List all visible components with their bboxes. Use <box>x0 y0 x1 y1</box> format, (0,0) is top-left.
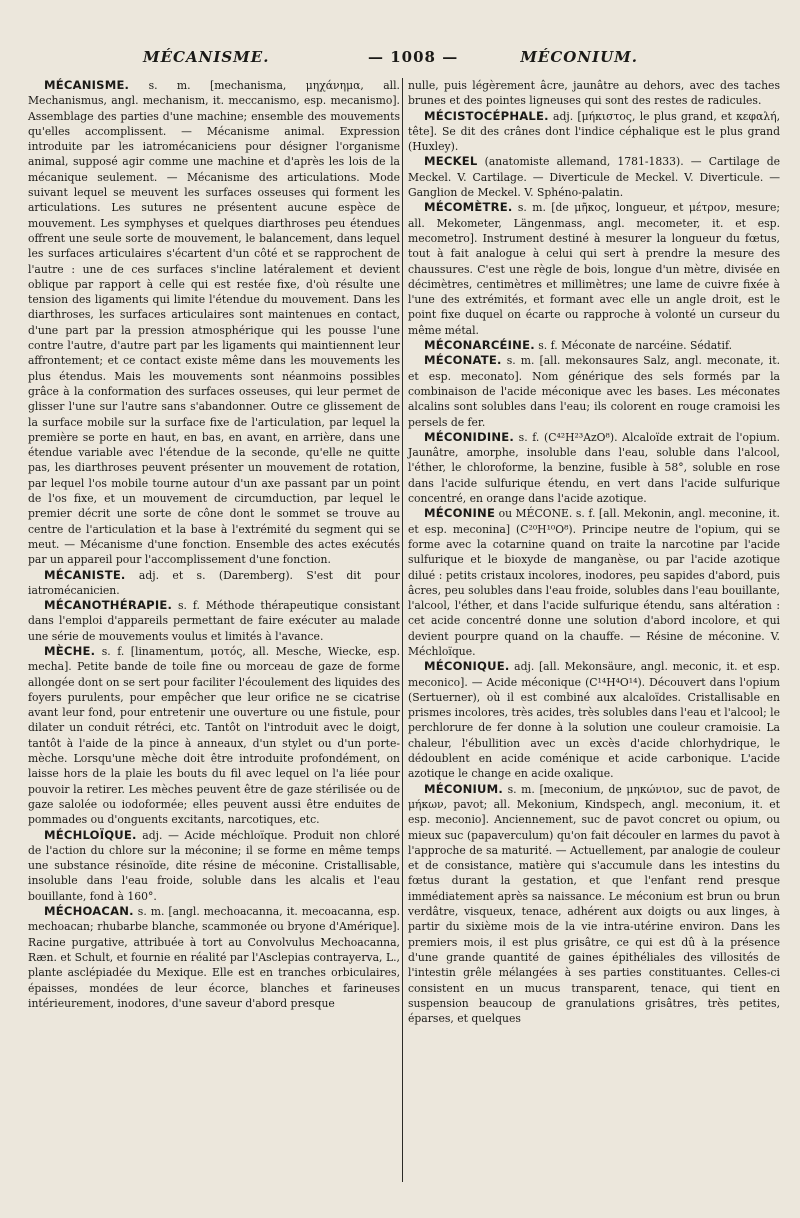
entry-definition: s. m. [meconium, de μηκώνιον, suc de pavot, de μήκων, pavot; all. Mekonium, Kindspech, angl. meconium, it. et esp. meconio]. Anciennement, suc de pavot concret ou opium, ou mieux suc (papaverculum) qu'on fait découler en larmes du pavot à l'approche de sa maturité. — Actuellement, par analogie de couleur et de consistance, matière qui s'accumule dans les intestins du fœtus durant la gestation, et que l'enfant rend presque immédiatement après sa naissance. Le méconium est brun ou brun verdâtre, visqueux, tenace, adhérent aux doigts ou aux linges, à partir du sixième mois de la vie intra-utérine environ. Dans les premiers mois, il est plus grisâtre, ce qui est dû à la présence d'une grande quantité de gaines épithéliales des villosités de l'intestin grêle mélangées à ses parties constituantes. Celles-ci consistent en un mucus transparent, tenace, qui tient en suspension beaucoup de granulations grisâtres, très petites, éparses, et quelques <box>408 782 780 1026</box>
dictionary-entry <box>408 109 780 155</box>
entry-definition: s. m. [all. mekonsaures Salz, angl. meconate, it. et esp. meconato]. Nom générique des sels formés par la combinaison de l'acide méconique avec les bases. Les méconates alcalins sont solubles dans l'eau; ils colorent en rouge cramoisi les persels de fer. <box>408 354 780 429</box>
entry-headword: MÉCANISME. <box>44 78 130 92</box>
entry-definition: adj. [all. Mekonsäure, angl. meconic, it. et esp. meconico]. — Acide méconique (C¹⁴H⁴O¹⁴). Découvert dans l'opium (Sertuerner), où il est combiné aux alcaloïdes. Cristallisable en prismes incolores, très acides, très solubles dans l'eau et l'alcool; le perchlorure de fer donne à la solution une couleur cramoisie. La chaleur, l'ébullition avec un excès d'acide chlorhydrique, le dédoublent en acide coménique et acide carbonique. L'acide azotique le change en acide oxalique. <box>408 660 780 781</box>
entry-headword: MÉCOMÈTRE. <box>424 200 513 215</box>
dictionary-entry <box>408 338 780 353</box>
entry-definition: nulle, puis légèrement âcre, jaunâtre au dehors, avec des taches brunes et des pointes ligneuses qui sont des restes de radicules. <box>408 79 780 108</box>
header-right-word: MÉCONIUM. <box>520 48 638 66</box>
dictionary-entry <box>28 644 400 828</box>
column-divider <box>402 78 403 1182</box>
dictionary-entry <box>408 78 780 109</box>
entry-headword: MÉCANOTHÉRAPIE. <box>44 598 173 613</box>
right-column <box>408 78 780 1026</box>
entry-definition: (anatomiste allemand, 1781-1833). — Cartilage de Meckel. V. Cartilage. — Diverticule de Meckel. V. Diverticule. — Ganglion de Meckel. V. Sphéno-palatin. <box>408 155 780 200</box>
entry-headword: MÉCHLOÏQUE. <box>44 827 137 842</box>
entry-definition: s. f. [linamentum, μοτός, all. Mesche, Wiecke, esp. mecha]. Petite bande de toile fine ou morceau de gaze de forme allongée dont on se sert pour faciliter l'écoulement des liquides des foyers purulents, pour empêcher que leur orifice ne se cicatrise avant leur fond, pour entretenir une ouverture ou une fistule, pour dilater un conduit rétréci, etc. Tantôt on l'introduit avec le doigt, tantôt à l'aide de la pince à anneaux, d'un stylet ou d'un porte-mèche. Lorsqu'une mèche doit être introduite profondément, on laisse hors de la plaie les bouts du fil avec lequel on l'a liée pour pouvoir la retirer. Les mèches peuvent être de gaze stérilisée ou de gaze salolée ou iodoformée; elles peuvent aussi être enduites de pommades ou d'onguents excitants, narcotiques, etc. <box>28 644 400 827</box>
dictionary-entry <box>28 828 400 904</box>
entry-definition: s. m. [mechanisma, μηχάνημα, all. Mechanismus, angl. mechanism, it. meccanismo, esp. mecanismo]. Assemblage des parties d'une machine; ensemble des mouvements qu'elles accomplissent. — Mécanisme animal. Expression introduite par les iatromécaniciens pour désigner l'organisme animal, supposé agir comme une machine et d'après les lois de la mécanique seulement. — Mécanisme des articulations. Mode suivant lequel se meuvent les surfaces osseuses qui forment les articulations. Les sutures ne présentent aucune espèce de mouvement. Les symphyses et quelques diarthroses peu étendues offrent une seule sorte de mouvement, le balancement, dans lequel les surfaces articulaires s'écartent d'un côté et se rapprochent de l'autre : une de ces surfaces s'incline latéralement et devient oblique par rapport à celle qui est restée fixe, d'où résulte une tension des ligaments qui limite l'étendue du mouvement. Dans les diarthroses, les surfaces articulaires sont maintenues en contact, d'une part par la pression atmosphérique qui les pousse l'une contre l'autre, d'autre part par les ligaments qui maintiennent leur affrontement; et ce contact existe même dans les mouvements les plus étendus. Mais les mouvements sont néanmoins possibles grâce à la conformation des surfaces osseuses, qui leur permet de glisser l'une sur l'autre sans s'abandonner. Outre ce glissement de la surface mobile sur la surface fixe de l'articulation, par lequel la première se porte en haut, en bas, en avant, en arrière, dans une étendue variable avec l'étendue de la seconde, qu'elle ne quitte pas, les diarthroses peuvent présenter un mouvement de rotation, par lequel l'os mobile tourne autour d'un axe passant par un point de l'os fixe, et un mouvement de circumduction, par lequel le premier décrit une sorte de cône dont le sommet se trouve au centre de l'articulation et la base à l'extrémité du segment qui se meut. — Mécanisme d'une fonction. Ensemble des actes exécutés par un appareil pour l'accomplissement d'une fonction. <box>28 79 400 567</box>
dictionary-entry <box>408 430 780 506</box>
dictionary-entry <box>408 659 780 781</box>
entry-definition: adj. — Acide méchloïque. Produit non chloré de l'action du chlore sur la méconine; il se forme en même temps une substance résinoïde, dite résine de méconine. Cristallisable, insoluble dans l'eau froide, soluble dans les alcalis et l'eau bouillante, fond à 160°. <box>28 828 400 903</box>
dictionary-entry <box>28 78 400 568</box>
dictionary-entry <box>28 568 400 599</box>
entry-headword: MÉCONINE <box>424 506 496 521</box>
entry-headword: MÉCONIDINE. <box>424 429 515 444</box>
dictionary-entry <box>408 353 780 429</box>
header-left-word: MÉCANISME. <box>143 48 270 66</box>
running-header <box>28 44 778 70</box>
entry-headword: MÉCANISTE. <box>44 567 126 582</box>
left-column <box>28 78 400 1011</box>
dictionary-entry <box>408 782 780 1027</box>
entry-definition: adj. et s. (Daremberg). S'est dit pour iatromécanicien. <box>28 568 400 597</box>
dictionary-entry <box>28 904 400 1011</box>
dictionary-entry <box>408 200 780 338</box>
entry-headword: MÉCONATE. <box>424 353 502 368</box>
dictionary-entry <box>408 154 780 200</box>
entry-definition: s. f. (C⁴²H²³AzO⁸). Alcaloïde extrait de l'opium. Jaunâtre, amorphe, insoluble dans l'eau, soluble dans l'alcool, l'éther, le chloroforme, la benzine, fusible à 58°, soluble en rose dans l'acide sulfurique étendu, en vert dans l'acide sulfurique concentré, en orange dans l'acide azotique. <box>408 430 780 506</box>
dictionary-entry <box>408 506 780 659</box>
entry-headword: MÈCHE. <box>44 643 96 658</box>
entry-headword: MÉCONIUM. <box>424 781 503 796</box>
entry-headword: MECKEL <box>424 154 478 169</box>
entry-definition: ou MÉCONE. s. f. [all. Mekonin, angl. meconine, it. et esp. meconina] (C²⁰H¹⁰O⁸). Principe neutre de l'opium, qui se forme avec la cotarnine quand on traite la narcotine par l'acide sulfurique et le bioxyde de manganèse, ou par l'acide azotique dilué : petits cristaux incolores, inodores, peu sapides d'abord, puis âcres, peu solubles dans l'eau froide, solubles dans l'eau bouillante, l'alcool, l'éther, et dans l'acide sulfurique étendu, sans altération : cet acide concentré donne une solution d'abord incolore, et qui devient pourpre quand on la chauffe. — Résine de méconine. V. Méchloïque. <box>408 507 780 658</box>
two-column-body <box>28 78 778 1202</box>
entry-definition: s. m. [de μῆκος, longueur, et μέτρον, mesure; all. Mekometer, Längenmass, angl. mecometer, it. et esp. mecometro]. Instrument destiné à mesurer la longueur du fœtus, tout à fait analogue à celui qui sert à prendre la mesure des chaussures. C'est une règle de bois, longue d'un mètre, divisée en décimètres, centimètres et millimètres; une lame de cuivre fixée à l'une des extrémités, et formant avec elle un angle droit, est le point fixe duquel on écarte ou rapproche à volonté un curseur du même métal. <box>408 201 780 337</box>
entry-definition: adj. [μήκιστος, le plus grand, et κεφαλή, tête]. Se dit des crânes dont l'indice céphalique est le plus grand (Huxley). <box>408 109 780 154</box>
entry-headword: MÉCONIQUE. <box>424 659 510 674</box>
dictionary-entry <box>28 598 400 644</box>
entry-headword: MÉCHOACAN. <box>44 904 134 919</box>
entry-definition: s. m. [angl. mechoacanna, it. mecoacanna, esp. mechoacan; rhubarbe blanche, scammonée ou bryone d'Amérique]. Racine purgative, attribuée à tort au Convolvulus Mechoacanna, Ræn. et Schult, et fournie en réalité par l'Asclepias contrayerva, L., plante asclépiadée du Mexique. Elle est en tranches orbiculaires, épaisses, mondées de leur écorce, blanches et farineuses intérieurement, inodores, d'une saveur d'abord presque <box>28 905 400 1010</box>
entry-definition: s. f. Méconate de narcéine. Sédatif. <box>534 339 733 353</box>
entry-headword: MÉCISTOCÉPHALE. <box>424 108 549 123</box>
entry-definition: s. f. Méthode thérapeutique consistant dans l'emploi d'appareils permettant de faire exécuter au malade une série de mouvements voulus et limités à l'avance. <box>28 599 400 643</box>
entry-headword: MÉCONARCÉINE. <box>424 338 535 353</box>
page-number: — 1008 — <box>368 48 459 66</box>
